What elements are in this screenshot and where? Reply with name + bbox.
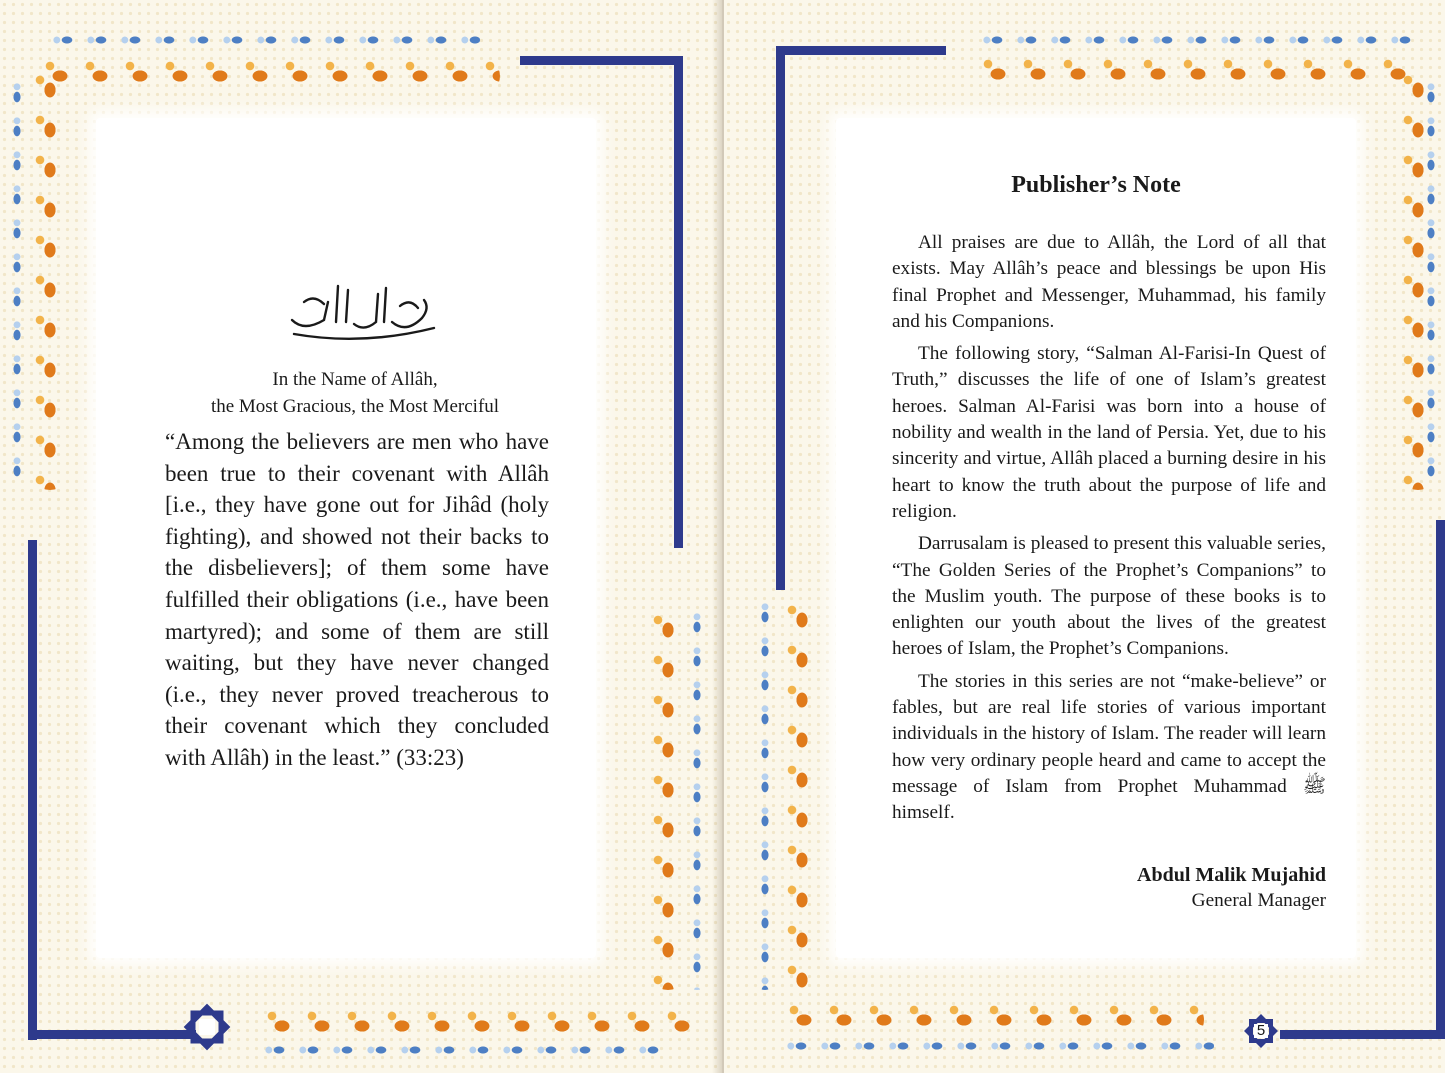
- paragraph: Darrusalam is pleased to present this valuable series, “The Golden Series of the Prophet’s Companions” to the Muslim youth. The purpose of these books is to enlighten our youth about the lives of the greatest heroes of Islam, the Prophet’s Companions.: [892, 533, 1326, 660]
- quote-text: “Among the believers are men who have been true to their covenant with Allâh [i.e., they have gone out for Jihâd (holy fighting), and showed not their backs to the disbelievers]; of them some have fulfilled their obligations (i.e., have been martyred); and some of them are still waiting, but they have never changed (i.e., they never proved treacherous to their covenant which they concluded with Allâh) in the least.” (33:23): [165, 429, 549, 770]
- frame-line: [674, 56, 683, 548]
- left-page: [0, 0, 722, 1073]
- frame-line: [1436, 520, 1445, 1039]
- bismillah-calligraphy-icon: [284, 272, 440, 344]
- bottom-blue-border: [784, 1036, 1214, 1056]
- frame-line: [776, 46, 785, 590]
- frame-line: [520, 56, 682, 65]
- publishers-note-body: [892, 230, 1326, 833]
- signature-name: Abdul Malik Mujahid: [1137, 864, 1326, 886]
- right-orange-border: [648, 610, 688, 990]
- page-number: 5: [1256, 1022, 1266, 1039]
- top-orange-border: [978, 54, 1418, 94]
- frame-line: [1280, 1030, 1445, 1039]
- top-orange-border: [40, 56, 500, 96]
- right-page: [724, 0, 1445, 1073]
- page-number-badge: [1242, 1012, 1280, 1050]
- bottom-orange-border: [784, 1000, 1204, 1040]
- quran-quote: [165, 426, 549, 774]
- invocation-line: In the Name of Allâh,: [272, 369, 438, 390]
- bottom-blue-border: [262, 1040, 662, 1060]
- star-ornament-icon: [180, 1000, 234, 1054]
- paragraph: The stories in this series are not “make-believe” or fables, but are real life stories of various important individuals in the history of Islam. The reader will learn how very ordinary people heard and came to accept the message of Islam from Prophet Muhammad ﷺ himself.: [892, 670, 1326, 824]
- invocation-line: the Most Gracious, the Most Merciful: [210, 396, 500, 417]
- left-blue-border: [754, 600, 776, 990]
- left-orange-border: [782, 600, 822, 990]
- signature-title: General Manager: [1191, 890, 1326, 911]
- right-blue-border: [686, 610, 708, 990]
- top-blue-border: [980, 30, 1416, 50]
- paragraph: All praises are due to Allâh, the Lord of all that exists. May Allâh’s peace and blessings be upon His final Prophet and Messenger, Muhammad, his family and his Companions.: [892, 232, 1326, 332]
- left-orange-border: [30, 70, 70, 490]
- frame-line: [28, 1030, 196, 1039]
- page-title: Publisher’s Note: [1011, 172, 1181, 198]
- frame-line: [776, 46, 946, 55]
- frame-line: [28, 540, 37, 1040]
- top-blue-border: [50, 30, 480, 50]
- paragraph: The following story, “Salman Al-Farisi-In Quest of Truth,” discusses the life of one of Islam’s greatest heroes. Salman Al-Farisi was born into a house of nobility and wealth in the land of Persia. Yet, due to his sincerity and virtue, Allâh placed a burning desire in his heart to know the truth about the purpose of life and religion.: [892, 343, 1326, 522]
- left-blue-border: [6, 80, 28, 490]
- right-blue-border: [1420, 80, 1442, 490]
